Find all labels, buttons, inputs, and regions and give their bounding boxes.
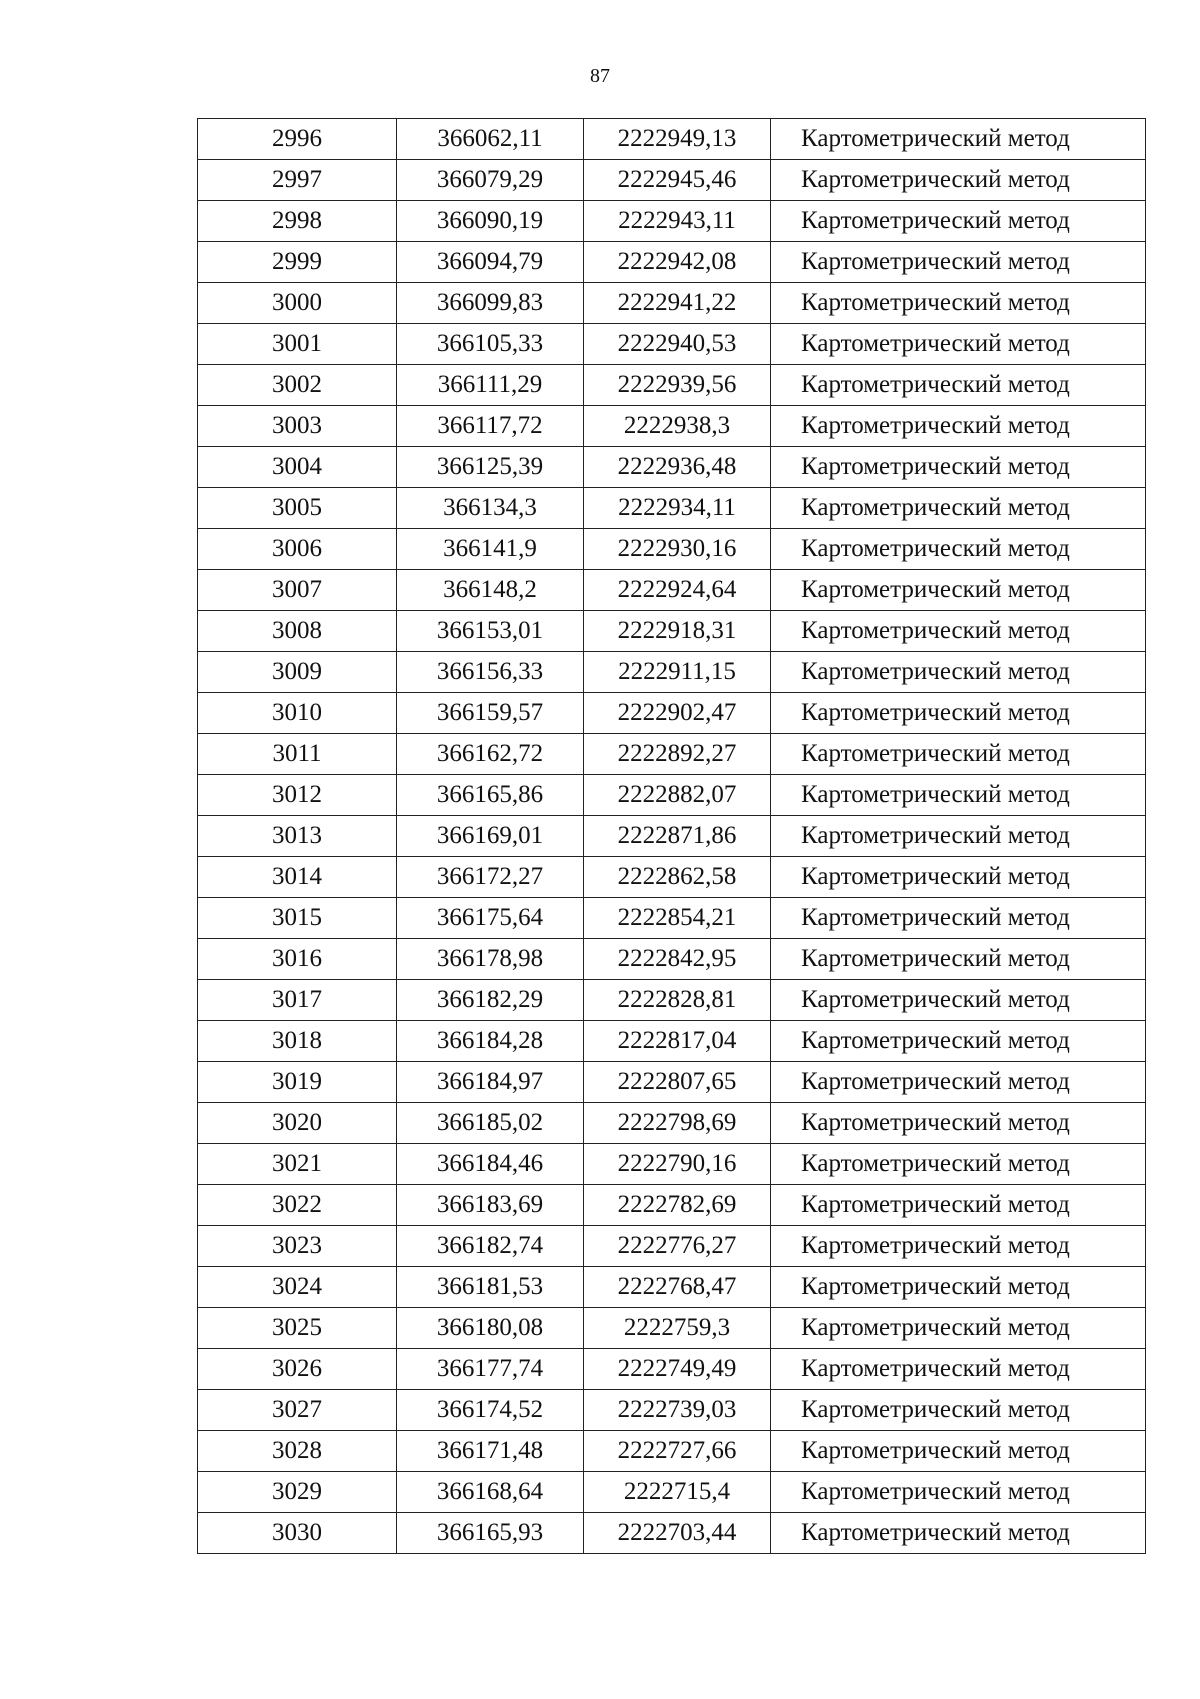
point-number-cell: 3001 — [198, 324, 397, 365]
method-cell: Картометрический метод — [771, 119, 1146, 160]
point-number-cell: 3017 — [198, 980, 397, 1021]
y-coordinate-cell: 2222918,31 — [584, 611, 771, 652]
method-cell: Картометрический метод — [771, 160, 1146, 201]
y-coordinate-cell: 2222892,27 — [584, 734, 771, 775]
point-number-cell: 3022 — [198, 1185, 397, 1226]
x-coordinate-cell: 366180,08 — [397, 1308, 584, 1349]
method-cell: Картометрический метод — [771, 693, 1146, 734]
y-coordinate-cell: 2222842,95 — [584, 939, 771, 980]
table-row — [198, 1021, 1146, 1062]
point-number-cell: 3013 — [198, 816, 397, 857]
point-number-cell: 3027 — [198, 1390, 397, 1431]
y-coordinate-cell: 2222807,65 — [584, 1062, 771, 1103]
table-row — [198, 857, 1146, 898]
table-row — [198, 242, 1146, 283]
method-cell: Картометрический метод — [771, 447, 1146, 488]
method-cell: Картометрический метод — [771, 406, 1146, 447]
y-coordinate-cell: 2222942,08 — [584, 242, 771, 283]
method-cell: Картометрический метод — [771, 1431, 1146, 1472]
x-coordinate-cell: 366111,29 — [397, 365, 584, 406]
x-coordinate-cell: 366178,98 — [397, 939, 584, 980]
y-coordinate-cell: 2222930,16 — [584, 529, 771, 570]
table-row — [198, 816, 1146, 857]
point-number-cell: 3019 — [198, 1062, 397, 1103]
y-coordinate-cell: 2222882,07 — [584, 775, 771, 816]
point-number-cell: 3004 — [198, 447, 397, 488]
point-number-cell: 3014 — [198, 857, 397, 898]
table-row — [198, 201, 1146, 242]
method-cell: Картометрический метод — [771, 816, 1146, 857]
y-coordinate-cell: 2222911,15 — [584, 652, 771, 693]
table-row — [198, 1390, 1146, 1431]
point-number-cell: 3012 — [198, 775, 397, 816]
method-cell: Картометрический метод — [771, 365, 1146, 406]
table-row — [198, 1472, 1146, 1513]
table-row — [198, 488, 1146, 529]
table-row — [198, 570, 1146, 611]
point-number-cell: 3000 — [198, 283, 397, 324]
table-row — [198, 1308, 1146, 1349]
point-number-cell: 2999 — [198, 242, 397, 283]
x-coordinate-cell: 366182,74 — [397, 1226, 584, 1267]
y-coordinate-cell: 2222938,3 — [584, 406, 771, 447]
point-number-cell: 3024 — [198, 1267, 397, 1308]
x-coordinate-cell: 366177,74 — [397, 1349, 584, 1390]
y-coordinate-cell: 2222943,11 — [584, 201, 771, 242]
x-coordinate-cell: 366182,29 — [397, 980, 584, 1021]
table-row — [198, 1185, 1146, 1226]
method-cell: Картометрический метод — [771, 898, 1146, 939]
y-coordinate-cell: 2222739,03 — [584, 1390, 771, 1431]
point-number-cell: 3015 — [198, 898, 397, 939]
table-row — [198, 980, 1146, 1021]
point-number-cell: 3010 — [198, 693, 397, 734]
x-coordinate-cell: 366185,02 — [397, 1103, 584, 1144]
point-number-cell: 3026 — [198, 1349, 397, 1390]
x-coordinate-cell: 366148,2 — [397, 570, 584, 611]
y-coordinate-cell: 2222936,48 — [584, 447, 771, 488]
method-cell: Картометрический метод — [771, 1349, 1146, 1390]
method-cell: Картометрический метод — [771, 1021, 1146, 1062]
point-number-cell: 3028 — [198, 1431, 397, 1472]
y-coordinate-cell: 2222934,11 — [584, 488, 771, 529]
point-number-cell: 3005 — [198, 488, 397, 529]
y-coordinate-cell: 2222854,21 — [584, 898, 771, 939]
x-coordinate-cell: 366134,3 — [397, 488, 584, 529]
method-cell: Картометрический метод — [771, 652, 1146, 693]
y-coordinate-cell: 2222924,64 — [584, 570, 771, 611]
x-coordinate-cell: 366183,69 — [397, 1185, 584, 1226]
point-number-cell: 3023 — [198, 1226, 397, 1267]
point-number-cell: 3018 — [198, 1021, 397, 1062]
y-coordinate-cell: 2222776,27 — [584, 1226, 771, 1267]
x-coordinate-cell: 366090,19 — [397, 201, 584, 242]
method-cell: Картометрический метод — [771, 1472, 1146, 1513]
method-cell: Картометрический метод — [771, 1308, 1146, 1349]
point-number-cell: 3030 — [198, 1513, 397, 1554]
y-coordinate-cell: 2222790,16 — [584, 1144, 771, 1185]
method-cell: Картометрический метод — [771, 611, 1146, 652]
x-coordinate-cell: 366117,72 — [397, 406, 584, 447]
point-number-cell: 3003 — [198, 406, 397, 447]
x-coordinate-cell: 366184,46 — [397, 1144, 584, 1185]
method-cell: Картометрический метод — [771, 1062, 1146, 1103]
table-row — [198, 1267, 1146, 1308]
x-coordinate-cell: 366094,79 — [397, 242, 584, 283]
x-coordinate-cell: 366165,86 — [397, 775, 584, 816]
x-coordinate-cell: 366141,9 — [397, 529, 584, 570]
point-number-cell: 3021 — [198, 1144, 397, 1185]
method-cell: Картометрический метод — [771, 283, 1146, 324]
y-coordinate-cell: 2222715,4 — [584, 1472, 771, 1513]
point-number-cell: 3020 — [198, 1103, 397, 1144]
x-coordinate-cell: 366174,52 — [397, 1390, 584, 1431]
coordinates-table — [197, 118, 1146, 1554]
y-coordinate-cell: 2222798,69 — [584, 1103, 771, 1144]
table-row — [198, 1062, 1146, 1103]
table-row — [198, 447, 1146, 488]
x-coordinate-cell: 366105,33 — [397, 324, 584, 365]
x-coordinate-cell: 366184,97 — [397, 1062, 584, 1103]
y-coordinate-cell: 2222759,3 — [584, 1308, 771, 1349]
x-coordinate-cell: 366159,57 — [397, 693, 584, 734]
point-number-cell: 3009 — [198, 652, 397, 693]
table-row — [198, 693, 1146, 734]
method-cell: Картометрический метод — [771, 1267, 1146, 1308]
x-coordinate-cell: 366169,01 — [397, 816, 584, 857]
point-number-cell: 2997 — [198, 160, 397, 201]
table-row — [198, 939, 1146, 980]
y-coordinate-cell: 2222817,04 — [584, 1021, 771, 1062]
method-cell: Картометрический метод — [771, 1513, 1146, 1554]
x-coordinate-cell: 366162,72 — [397, 734, 584, 775]
table-row — [198, 1226, 1146, 1267]
x-coordinate-cell: 366168,64 — [397, 1472, 584, 1513]
x-coordinate-cell: 366099,83 — [397, 283, 584, 324]
y-coordinate-cell: 2222703,44 — [584, 1513, 771, 1554]
table-row — [198, 1144, 1146, 1185]
method-cell: Картометрический метод — [771, 734, 1146, 775]
point-number-cell: 2996 — [198, 119, 397, 160]
table-row — [198, 775, 1146, 816]
point-number-cell: 3025 — [198, 1308, 397, 1349]
point-number-cell: 3007 — [198, 570, 397, 611]
method-cell: Картометрический метод — [771, 570, 1146, 611]
method-cell: Картометрический метод — [771, 324, 1146, 365]
table-row — [198, 529, 1146, 570]
point-number-cell: 3011 — [198, 734, 397, 775]
x-coordinate-cell: 366181,53 — [397, 1267, 584, 1308]
point-number-cell: 3006 — [198, 529, 397, 570]
x-coordinate-cell: 366125,39 — [397, 447, 584, 488]
method-cell: Картометрический метод — [771, 980, 1146, 1021]
method-cell: Картометрический метод — [771, 1144, 1146, 1185]
method-cell: Картометрический метод — [771, 1103, 1146, 1144]
y-coordinate-cell: 2222949,13 — [584, 119, 771, 160]
point-number-cell: 2998 — [198, 201, 397, 242]
y-coordinate-cell: 2222939,56 — [584, 365, 771, 406]
point-number-cell: 3002 — [198, 365, 397, 406]
x-coordinate-cell: 366062,11 — [397, 119, 584, 160]
table-row — [198, 324, 1146, 365]
y-coordinate-cell: 2222828,81 — [584, 980, 771, 1021]
x-coordinate-cell: 366184,28 — [397, 1021, 584, 1062]
table-row — [198, 1513, 1146, 1554]
y-coordinate-cell: 2222768,47 — [584, 1267, 771, 1308]
table-row — [198, 611, 1146, 652]
table-row — [198, 1103, 1146, 1144]
y-coordinate-cell: 2222871,86 — [584, 816, 771, 857]
table-row — [198, 1431, 1146, 1472]
coordinates-table-body — [198, 119, 1146, 1554]
table-row — [198, 406, 1146, 447]
point-number-cell: 3029 — [198, 1472, 397, 1513]
method-cell: Картометрический метод — [771, 1185, 1146, 1226]
table-row — [198, 283, 1146, 324]
x-coordinate-cell: 366172,27 — [397, 857, 584, 898]
table-row — [198, 119, 1146, 160]
y-coordinate-cell: 2222945,46 — [584, 160, 771, 201]
x-coordinate-cell: 366079,29 — [397, 160, 584, 201]
point-number-cell: 3016 — [198, 939, 397, 980]
y-coordinate-cell: 2222940,53 — [584, 324, 771, 365]
method-cell: Картометрический метод — [771, 1390, 1146, 1431]
y-coordinate-cell: 2222902,47 — [584, 693, 771, 734]
x-coordinate-cell: 366171,48 — [397, 1431, 584, 1472]
table-row — [198, 652, 1146, 693]
y-coordinate-cell: 2222941,22 — [584, 283, 771, 324]
method-cell: Картометрический метод — [771, 529, 1146, 570]
table-row — [198, 365, 1146, 406]
method-cell: Картометрический метод — [771, 775, 1146, 816]
y-coordinate-cell: 2222727,66 — [584, 1431, 771, 1472]
x-coordinate-cell: 366165,93 — [397, 1513, 584, 1554]
table-row — [198, 1349, 1146, 1390]
table-row — [198, 160, 1146, 201]
point-number-cell: 3008 — [198, 611, 397, 652]
method-cell: Картометрический метод — [771, 488, 1146, 529]
y-coordinate-cell: 2222862,58 — [584, 857, 771, 898]
y-coordinate-cell: 2222782,69 — [584, 1185, 771, 1226]
table-row — [198, 734, 1146, 775]
method-cell: Картометрический метод — [771, 857, 1146, 898]
y-coordinate-cell: 2222749,49 — [584, 1349, 771, 1390]
table-row — [198, 898, 1146, 939]
page-number: 87 — [590, 65, 610, 87]
x-coordinate-cell: 366153,01 — [397, 611, 584, 652]
x-coordinate-cell: 366156,33 — [397, 652, 584, 693]
method-cell: Картометрический метод — [771, 1226, 1146, 1267]
method-cell: Картометрический метод — [771, 201, 1146, 242]
x-coordinate-cell: 366175,64 — [397, 898, 584, 939]
method-cell: Картометрический метод — [771, 242, 1146, 283]
method-cell: Картометрический метод — [771, 939, 1146, 980]
